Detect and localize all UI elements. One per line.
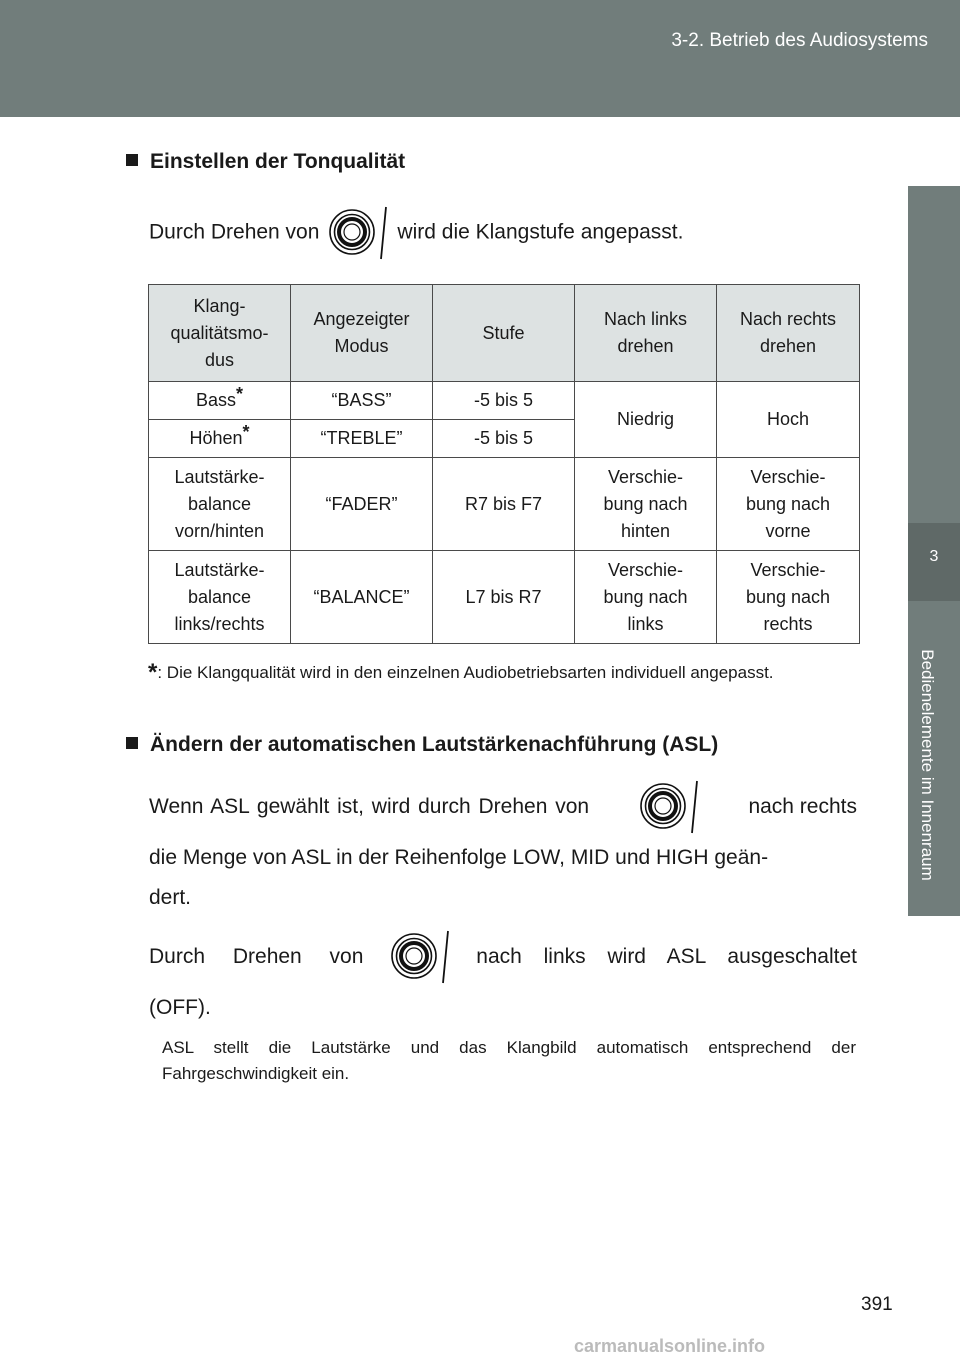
table-cell [149,420,291,458]
line [149,784,857,830]
table-cell: Verschie- bung nach hinten [575,458,717,551]
text: Durch Drehen von [149,220,320,244]
asl-paragraph-2 [149,932,857,1028]
table-row [149,382,860,420]
column-header [291,285,433,382]
text: Stufe [482,322,525,343]
table-cell: -5 bis 5 [433,382,575,420]
footnote-text: : Die Klangqualität wird in den einzelnen Audiobetriebsarten individuell angepasst. [157,663,774,682]
text: Nach rechts drehen [739,309,837,356]
section-heading-asl [126,733,718,757]
text: Bass [195,390,236,410]
table-row [149,551,860,644]
tone-intro-line [149,205,683,261]
asl-note: ASL stellt die Lautstärke und das Klangbild automatisch entsprechend der Fahrgeschwindigkeit ein. [162,1038,856,1083]
table-cell [149,382,291,420]
text: nach links wird ASL ausgeschaltet [476,945,857,968]
line: (OFF). [149,996,211,1019]
text: Klang- qualitätsmo- dus [170,295,269,370]
column-header [575,285,717,382]
asl-paragraph-1 [149,784,857,918]
table-cell: Verschie- bung nach links [575,551,717,644]
section-heading-tone [126,150,405,174]
header-title: 3-2. Betrieb des Audiosystems [671,30,928,51]
line: die Menge von ASL in der Reihenfolge LOW, MID und HIGH geän- [149,846,769,869]
chapter-label: Bedienelemente im Innenraum [918,649,937,881]
table-cell: “FADER” [291,458,433,551]
table-cell: Verschie- bung nach rechts [717,551,860,644]
table-header-row [149,285,860,382]
table-cell: R7 bis F7 [433,458,575,551]
rotary-knob-icon [389,929,451,985]
table-cell: Hoch [717,382,860,458]
text: Durch Drehen von [149,945,364,968]
asterisk: * [242,422,250,442]
square-bullet-icon [126,154,138,166]
table-cell: “BASS” [291,382,433,420]
heading-text: Ändern der automatischen Lautstärkenachführung (ASL) [150,733,719,756]
table-cell: Verschie- bung nach vorne [717,458,860,551]
column-header [149,285,291,382]
page-header [0,0,960,117]
text: wird die Klangstufe angepasst. [397,220,684,244]
line: dert. [149,886,192,909]
footnote-row [148,660,856,686]
table-cell: -5 bis 5 [433,420,575,458]
page-number: 391 [861,1294,893,1315]
table-cell: “TREBLE” [291,420,433,458]
sound-settings-table [148,284,860,644]
text: Höhen [189,428,243,448]
heading-text: Einstellen der Tonqualität [150,150,406,173]
asterisk: * [236,384,244,404]
table-footnote [148,660,856,686]
column-header [717,285,860,382]
table-cell: “BALANCE” [291,551,433,644]
rotary-knob-icon [638,779,700,835]
watermark: carmanualsonline.info [574,1336,766,1356]
text: Nach links drehen [603,309,688,356]
text: Angezeigter Modus [313,309,410,356]
line [149,932,857,982]
text: nach rechts [748,795,857,818]
square-bullet-icon [126,737,138,749]
text: Wenn ASL gewählt ist, wird durch Drehen von [149,795,590,818]
footnote-marker: * [148,659,158,686]
table-row [149,458,860,551]
column-header [433,285,575,382]
table-cell: Lautstärke- balance vorn/hinten [149,458,291,551]
table-cell: Lautstärke- balance links/rechts [149,551,291,644]
table-cell: Niedrig [575,382,717,458]
rotary-knob-icon [327,205,389,261]
table-cell: L7 bis R7 [433,551,575,644]
chapter-number: 3 [929,548,939,565]
